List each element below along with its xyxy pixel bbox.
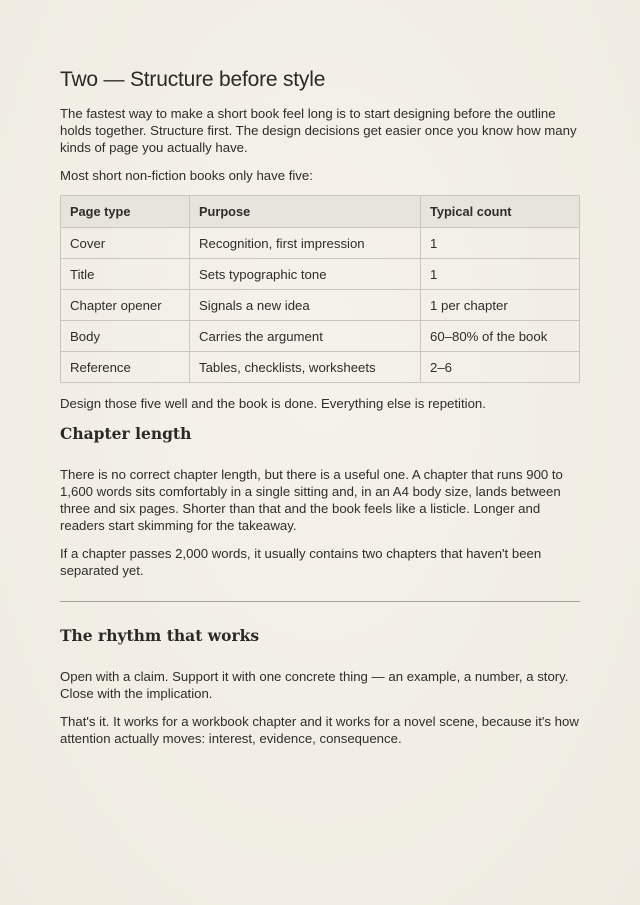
table-row	[61, 259, 580, 290]
table-row	[61, 321, 580, 352]
table-cell: Sets typographic tone	[190, 259, 421, 290]
table-cell: Cover	[61, 228, 190, 259]
table-cell: Body	[61, 321, 190, 352]
table-cell: Carries the argument	[190, 321, 421, 352]
body-paragraph: That's it. It works for a workbook chapter and it works for a novel scene, because it's how attention actually moves: interest, evidence, consequence.	[60, 714, 579, 746]
table-cell: Reference	[61, 352, 190, 383]
table-header-cell: Page type	[61, 196, 190, 228]
table-cell: 2–6	[421, 352, 580, 383]
section-heading-rhythm: The rhythm that works	[60, 626, 260, 645]
section-heading-chapter-length: Chapter length	[60, 424, 192, 443]
table-cell: 1 per chapter	[421, 290, 580, 321]
chapter-title: Two — Structure before style	[60, 68, 326, 91]
table-cell: Chapter opener	[61, 290, 190, 321]
table-row	[61, 290, 580, 321]
table-header-cell: Purpose	[190, 196, 421, 228]
after-table-paragraph: Design those five well and the book is done. Everything else is repetition.	[60, 396, 486, 411]
table-cell: 1	[421, 259, 580, 290]
table-header-row	[61, 196, 580, 228]
body-paragraph: If a chapter passes 2,000 words, it usually contains two chapters that haven't been separated yet.	[60, 546, 542, 578]
intro-paragraph: The fastest way to make a short book feel long is to start designing before the outline holds together. Structure first. The design decisions get easier once you know how many kinds of page you actually have.	[60, 106, 577, 155]
table-cell: Title	[61, 259, 190, 290]
page-types-table	[60, 195, 580, 383]
table-cell: 1	[421, 228, 580, 259]
table-cell: Tables, checklists, worksheets	[190, 352, 421, 383]
table-row	[61, 228, 580, 259]
table-row	[61, 352, 580, 383]
table-header-cell: Typical count	[421, 196, 580, 228]
table-cell: Recognition, first impression	[190, 228, 421, 259]
table-cell: 60–80% of the book	[421, 321, 580, 352]
table-cell: Signals a new idea	[190, 290, 421, 321]
section-divider	[60, 601, 580, 602]
intro-paragraph: Most short non-fiction books only have five:	[60, 168, 313, 183]
body-paragraph: Open with a claim. Support it with one concrete thing — an example, a number, a story. Close with the implication.	[60, 669, 569, 701]
body-paragraph: There is no correct chapter length, but there is a useful one. A chapter that runs 900 to 1,600 words sits comfortably in a single sitting and, in an A4 body size, lands between three and six pages. Shorter than that and the book feels like a listicle. Longer and readers start skimming for the takeaway.	[60, 467, 563, 533]
